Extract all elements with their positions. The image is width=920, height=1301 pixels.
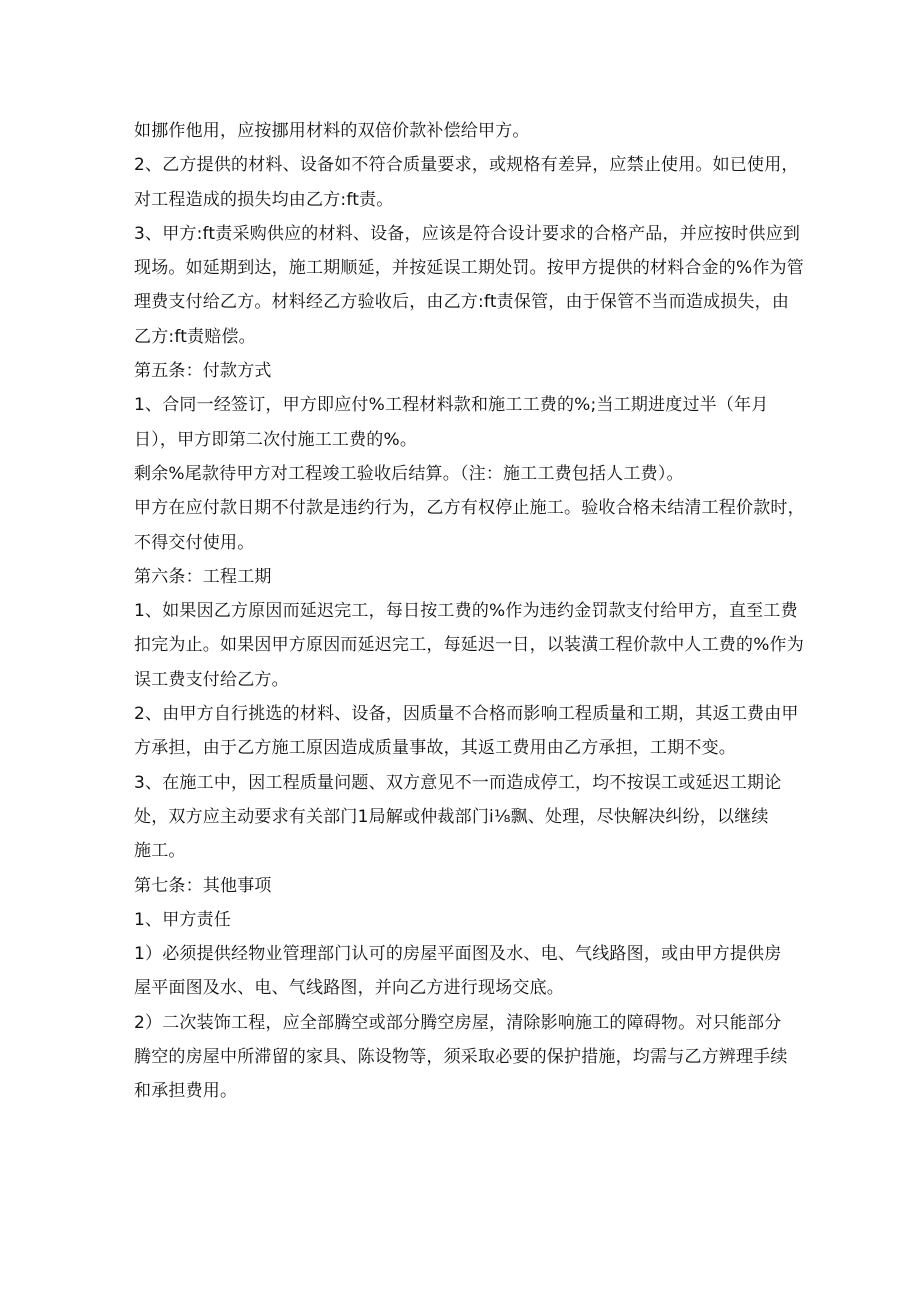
text-line: 方承担，由于乙方施工原因造成质量事故，其返工费用由乙方承担，工期不变。 (134, 738, 736, 759)
text-line: 不得交付使用。 (134, 532, 255, 553)
text-line: 现场。如延期到达，施工期顺延，并按延误工期处罚。按甲方提供的材料合金的%作为管 (134, 258, 804, 279)
text-line: 2、乙方提供的材料、设备如不符合质量要求，或规格有差异，应禁止使用。如已使用， (134, 155, 799, 176)
text-line: 甲方在应付款日期不付款是违约行为，乙方有权停止施工。验收合格未结清工程价款时， (134, 498, 805, 519)
text-line: 如挪作他用，应按挪用材料的双倍价款补偿给甲方。 (134, 121, 530, 141)
section-heading: 第六条：工程工期 (134, 566, 272, 587)
text-line: 日），甲方即第二次付施工工费的%。 (134, 429, 418, 450)
text-line: 1）必须提供经物业管理部门认可的房屋平面图及水、电、气线路图，或由甲方提供房 (134, 944, 782, 965)
text-line: 施工。 (134, 841, 186, 862)
text-line: 剩余%尾款待甲方对工程竣工验收后结算。（注：施工工费包括人工费）。 (134, 463, 684, 484)
text-line: 1、合同一经签订，甲方即应付%工程材料款和施工工费的%;当工期进度过半（年月 (134, 395, 769, 416)
text-line: 2、由甲方自行挑选的材料、设备，因质量不合格而影响工程质量和工期，其返工费由甲 (134, 704, 799, 725)
text-line: 对工程造成的损失均由乙方:ft责。 (134, 189, 394, 210)
text-line: 3、甲方:ft责采购供应的材料、设备，应该是符合设计要求的合格产品，并应按时供应到 (134, 223, 801, 244)
section-heading: 第七条：其他事项 (134, 875, 272, 896)
text-line: 屋平面图及水、电、气线路图，并向乙方进行现场交底。 (134, 978, 564, 999)
text-line: 处，双方应主动要求有关部门1局解或仲裁部门i⅛飘、处理，尽快解决纠纷，以继续 (134, 806, 769, 827)
text-line: 和承担费用。 (134, 1081, 238, 1102)
subsection-heading: 1、甲方责任 (134, 909, 232, 930)
section-heading: 第五条：付款方式 (134, 361, 272, 382)
text-line: 误工费支付给乙方。 (134, 669, 289, 690)
text-line: 腾空的房屋中所滞留的家具、陈设物等，须采取必要的保护措施，均需与乙方辨理手续 (134, 1047, 788, 1068)
text-line: 乙方:ft责赔偿。 (134, 326, 256, 347)
text-line: 1、如果因乙方原因而延迟完工，每日按工费的%作为违约金罚款支付给甲方，直至工费 (134, 601, 798, 622)
text-line: 扣完为止。如果因甲方原因而延迟完工，每延迟一日，以装潢工程价款中人工费的%作为 (134, 635, 804, 656)
text-line: 理费支付给乙方。材料经乙方验收后，由乙方:ft责保管，由于保管不当而造成损失，由 (134, 292, 790, 313)
document-body (134, 114, 804, 1109)
text-line: 2）二次装饰工程，应全部腾空或部分腾空房屋，清除影响施工的障碍物。对只能部分 (134, 1012, 782, 1033)
text-line: 3、在施工中，因工程质量问题、双方意见不一而造成停工，均不按误工或延迟工期论 (134, 772, 782, 793)
